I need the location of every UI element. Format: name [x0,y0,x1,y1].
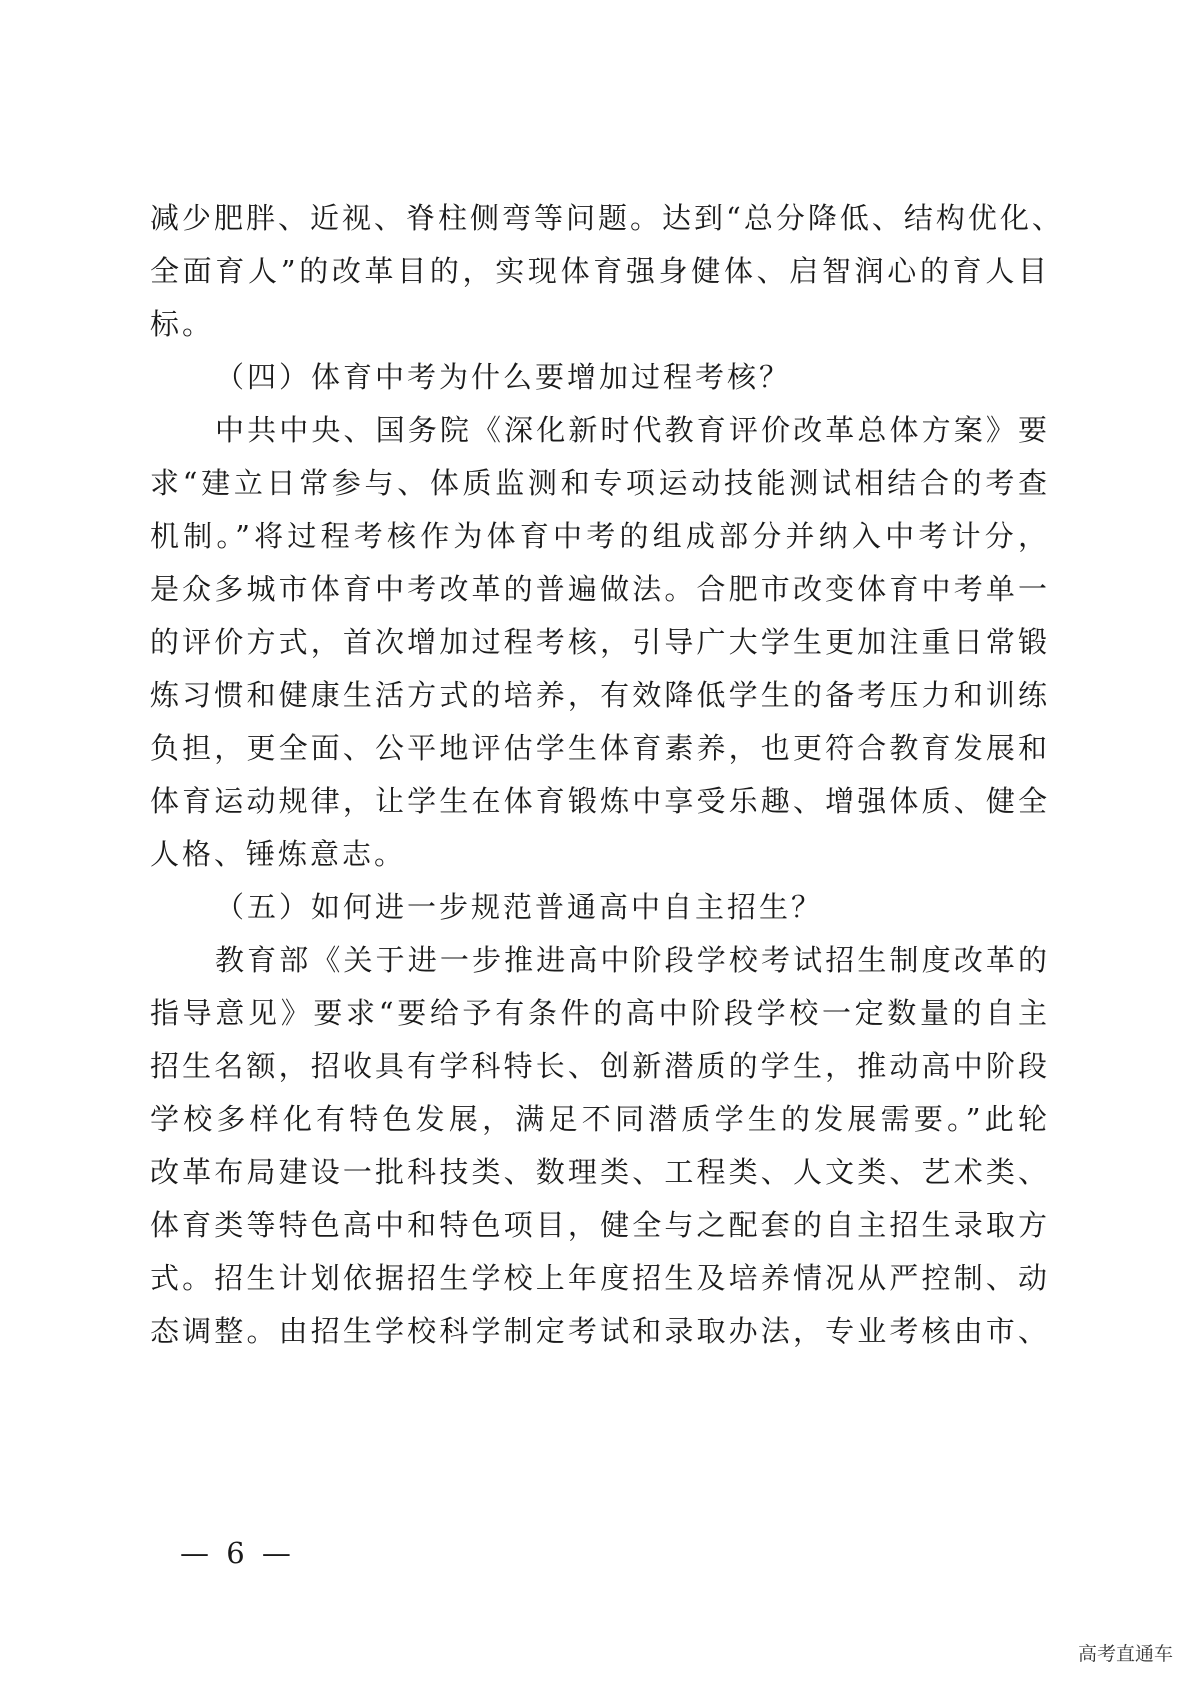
body-text-line: 中共中央、国务院《深化新时代教育评价改革总体方案》要 [215,413,1050,447]
body-text-line: 机制。”将过程考核作为体育中考的组成部分并纳入中考计分， [150,519,1050,553]
body-text-line: 是众多城市体育中考改革的普遍做法。合肥市改变体育中考单一 [150,572,1050,606]
body-text-line: 体育类等特色高中和特色项目，健全与之配套的自主招生录取方 [150,1208,1050,1242]
body-text-line: 改革布局建设一批科技类、数理类、工程类、人文类、艺术类、 [150,1155,1050,1189]
body-text-line: 标。 [150,307,215,341]
body-text-line: 的评价方式，首次增加过程考核，引导广大学生更加注重日常锻 [150,625,1050,659]
body-text-line: 学校多样化有特色发展，满足不同潜质学生的发展需要。”此轮 [150,1102,1050,1136]
section-heading-4: （四）体育中考为什么要增加过程考核？ [215,360,792,394]
body-text-line: 教育部《关于进一步推进高中阶段学校考试招生制度改革的 [215,943,1050,977]
body-text-line: 体育运动规律，让学生在体育锻炼中享受乐趣、增强体质、健全 [150,784,1050,818]
section-heading-5: （五）如何进一步规范普通高中自主招生？ [215,890,824,924]
body-text-line: 负担，更全面、公平地评估学生体育素养，也更符合教育发展和 [150,731,1050,765]
body-text-line: 减少肥胖、近视、脊柱侧弯等问题。达到“总分降低、结构优化、 [150,201,1064,235]
page-number: — 6 — [180,1536,295,1570]
body-text-line: 炼习惯和健康生活方式的培养，有效降低学生的备考压力和训练 [150,678,1050,712]
body-text-line: 求“建立日常参与、体质监测和专项运动技能测试相结合的考查 [150,466,1050,500]
body-text-line: 招生名额，招收具有学科特长、创新潜质的学生，推动高中阶段 [150,1049,1050,1083]
body-text-line: 指导意见》要求“要给予有条件的高中阶段学校一定数量的自主 [150,996,1050,1030]
body-text-line: 全面育人”的改革目的，实现体育强身健体、启智润心的育人目 [150,254,1050,288]
watermark: 高考直通车 [1077,1644,1173,1665]
body-text-line: 态调整。由招生学校科学制定考试和录取办法，专业考核由市、 [150,1314,1050,1348]
body-text-line: 式。招生计划依据招生学校上年度招生及培养情况从严控制、动 [150,1261,1050,1295]
body-text-line: 人格、锤炼意志。 [150,837,407,871]
